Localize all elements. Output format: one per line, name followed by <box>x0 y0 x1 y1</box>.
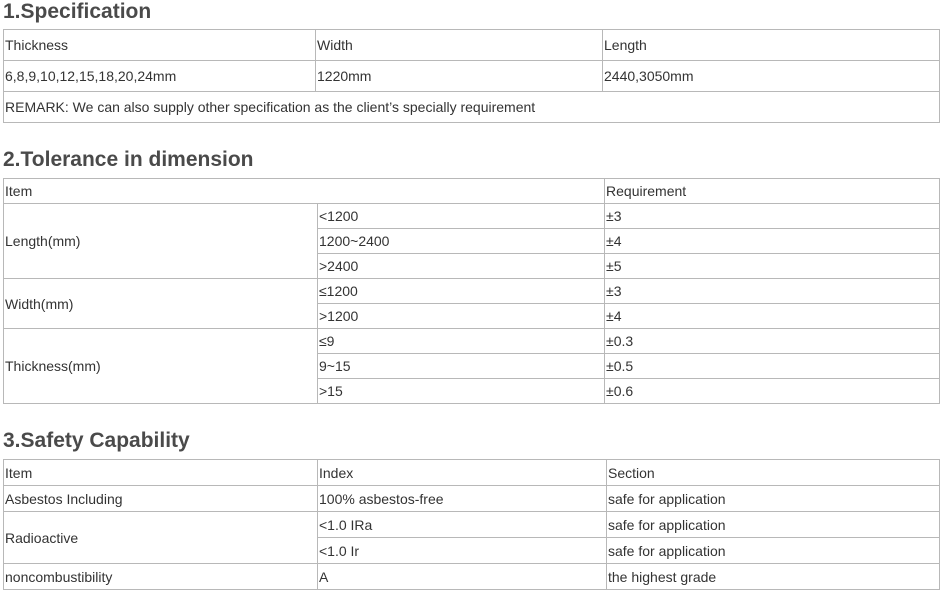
safety-heading: 3.Safety Capability <box>3 429 190 452</box>
header-cell-width: Width <box>316 30 603 61</box>
width-values: 1220mm <box>316 61 603 92</box>
remark-text: REMARK: We can also supply other specification as the client’s specially requirement <box>4 92 940 123</box>
range-cell: >2400 <box>318 254 605 279</box>
group-label-length: Length(mm) <box>4 204 318 279</box>
header-cell-thickness: Thickness <box>4 30 316 61</box>
range-cell: <1200 <box>318 204 605 229</box>
index-cell: 100% asbestos-free <box>318 486 607 512</box>
requirement-cell: ±4 <box>605 304 940 329</box>
table-row <box>4 329 940 354</box>
header-cell-item: Item <box>4 460 318 486</box>
range-cell: 9~15 <box>318 354 605 379</box>
range-cell: ≤9 <box>318 329 605 354</box>
item-cell: Radioactive <box>4 512 318 564</box>
range-cell: 1200~2400 <box>318 229 605 254</box>
range-cell: ≤1200 <box>318 279 605 304</box>
requirement-cell: ±0.5 <box>605 354 940 379</box>
group-label-width: Width(mm) <box>4 279 318 329</box>
table-row <box>4 279 940 304</box>
item-cell: Asbestos Including <box>4 486 318 512</box>
requirement-cell: ±5 <box>605 254 940 279</box>
requirement-cell: ±3 <box>605 204 940 229</box>
requirement-cell: ±3 <box>605 279 940 304</box>
table-row <box>4 486 940 512</box>
header-cell-item: Item <box>4 179 605 204</box>
table-row <box>4 512 940 538</box>
section-cell: safe for application <box>607 512 940 538</box>
requirement-cell: ±0.3 <box>605 329 940 354</box>
thickness-values: 6,8,9,10,12,15,18,20,24mm <box>4 61 316 92</box>
remark-row <box>4 92 940 123</box>
item-cell: noncombustibility <box>4 564 318 590</box>
specification-heading: 1.Specification <box>3 0 152 23</box>
table-header-row <box>4 30 940 61</box>
requirement-cell: ±0.6 <box>605 379 940 404</box>
table-header-row <box>4 460 940 486</box>
tolerance-table <box>3 178 940 404</box>
header-cell-section: Section <box>607 460 940 486</box>
table-row <box>4 204 940 229</box>
table-header-row <box>4 179 940 204</box>
section-cell: the highest grade <box>607 564 940 590</box>
range-cell: >1200 <box>318 304 605 329</box>
range-cell: >15 <box>318 379 605 404</box>
index-cell: <1.0 Ir <box>318 538 607 564</box>
index-cell: <1.0 IRa <box>318 512 607 538</box>
table-row <box>4 564 940 590</box>
header-cell-length: Length <box>603 30 940 61</box>
specification-table <box>3 29 940 123</box>
section-cell: safe for application <box>607 486 940 512</box>
safety-table <box>3 459 940 590</box>
header-cell-requirement: Requirement <box>605 179 940 204</box>
header-cell-index: Index <box>318 460 607 486</box>
length-values: 2440,3050mm <box>603 61 940 92</box>
tolerance-heading: 2.Tolerance in dimension <box>3 148 254 171</box>
index-cell: A <box>318 564 607 590</box>
table-row <box>4 61 940 92</box>
section-cell: safe for application <box>607 538 940 564</box>
requirement-cell: ±4 <box>605 229 940 254</box>
group-label-thickness: Thickness(mm) <box>4 329 318 404</box>
